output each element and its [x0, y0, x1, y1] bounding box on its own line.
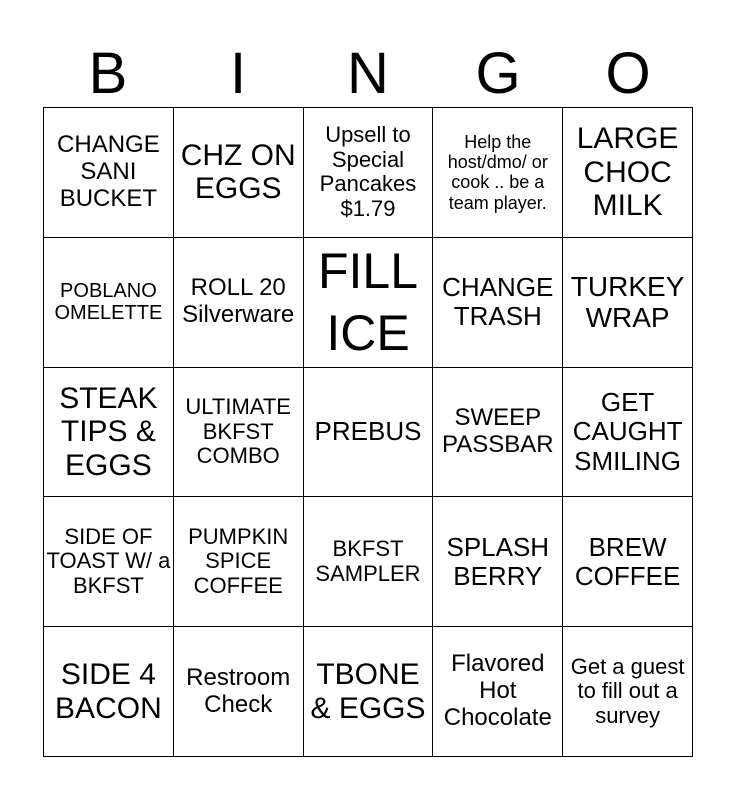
- cell-text: TBONE & EGGS: [310, 658, 426, 725]
- bingo-cell-r3-c1[interactable]: [44, 368, 174, 498]
- cell-text: CHANGE TRASH: [442, 272, 554, 332]
- cell-text: CHZ ON EGGS: [180, 138, 296, 206]
- cell-text: Flavored Hot Chocolate: [443, 650, 552, 732]
- header-letter-n: N: [347, 41, 389, 106]
- cell-text: BREW COFFEE: [574, 531, 681, 591]
- bingo-cell-r1-c1[interactable]: [44, 108, 174, 238]
- bingo-cell-r4-c4[interactable]: [433, 497, 563, 627]
- cell-text: ROLL 20 Silverware: [182, 274, 295, 329]
- bingo-cell-r4-c2[interactable]: [174, 497, 304, 627]
- cell-text: PREBUS: [314, 416, 422, 447]
- cell-text: Get a guest to fill out a survey: [570, 653, 685, 728]
- bingo-header: [43, 42, 693, 106]
- bingo-cell-r4-c3[interactable]: [304, 497, 434, 627]
- cell-text: FILL ICE: [317, 242, 419, 362]
- bingo-cell-r1-c3[interactable]: [304, 108, 434, 238]
- header-letter-i: I: [229, 41, 247, 106]
- cell-text: SIDE 4 BACON: [55, 658, 162, 725]
- cell-text: SPLASH BERRY: [446, 531, 550, 591]
- bingo-board: [43, 107, 693, 757]
- cell-text: ULTIMATE BKFST COMBO: [185, 394, 291, 469]
- bingo-cell-r3-c2[interactable]: [174, 368, 304, 498]
- cell-text: STEAK TIPS & EGGS: [59, 381, 158, 482]
- bingo-cell-r2-c5[interactable]: [563, 238, 693, 368]
- header-letter-o: O: [605, 41, 651, 106]
- cell-text: Help the host/dmo/ or cook .. be a team player.: [447, 132, 548, 213]
- cell-text: SWEEP PASSBAR: [441, 404, 554, 458]
- cell-text: CHANGE SANI BUCKET: [57, 131, 160, 212]
- cell-text: SIDE OF TOAST W/ a BKFST: [46, 523, 171, 599]
- bingo-cell-r5-c5[interactable]: [563, 627, 693, 757]
- bingo-cell-r1-c4[interactable]: [433, 108, 563, 238]
- header-letter-g: G: [475, 41, 521, 106]
- bingo-cell-r3-c4[interactable]: [433, 368, 563, 498]
- header-letter-b: B: [88, 41, 128, 106]
- bingo-cell-r3-c5[interactable]: [563, 368, 693, 498]
- cell-text: TURKEY WRAP: [570, 270, 685, 334]
- bingo-cell-r2-c3[interactable]: [304, 238, 434, 368]
- bingo-cell-r4-c5[interactable]: [563, 497, 693, 627]
- bingo-cell-r1-c2[interactable]: [174, 108, 304, 238]
- bingo-cell-r5-c4[interactable]: [433, 627, 563, 757]
- cell-text: POBLANO OMELETTE: [54, 279, 163, 325]
- cell-text: Restroom Check: [186, 663, 291, 718]
- bingo-cell-r2-c1[interactable]: [44, 238, 174, 368]
- cell-text: BKFST SAMPLER: [315, 536, 421, 586]
- cell-text: Upsell to Special Pancakes $1.79: [319, 122, 417, 222]
- bingo-cell-r4-c1[interactable]: [44, 497, 174, 627]
- bingo-cell-r5-c2[interactable]: [174, 627, 304, 757]
- bingo-cell-r2-c4[interactable]: [433, 238, 563, 368]
- cell-text: PUMPKIN SPICE COFFEE: [188, 523, 289, 599]
- bingo-cell-r2-c2[interactable]: [174, 238, 304, 368]
- cell-text: GET CAUGHT SMILING: [572, 387, 683, 476]
- bingo-cell-r3-c3[interactable]: [304, 368, 434, 498]
- bingo-cell-r5-c3[interactable]: [304, 627, 434, 757]
- bingo-cell-r5-c1[interactable]: [44, 627, 174, 757]
- cell-text: LARGE CHOC MILK: [576, 122, 679, 223]
- bingo-cell-r1-c5[interactable]: [563, 108, 693, 238]
